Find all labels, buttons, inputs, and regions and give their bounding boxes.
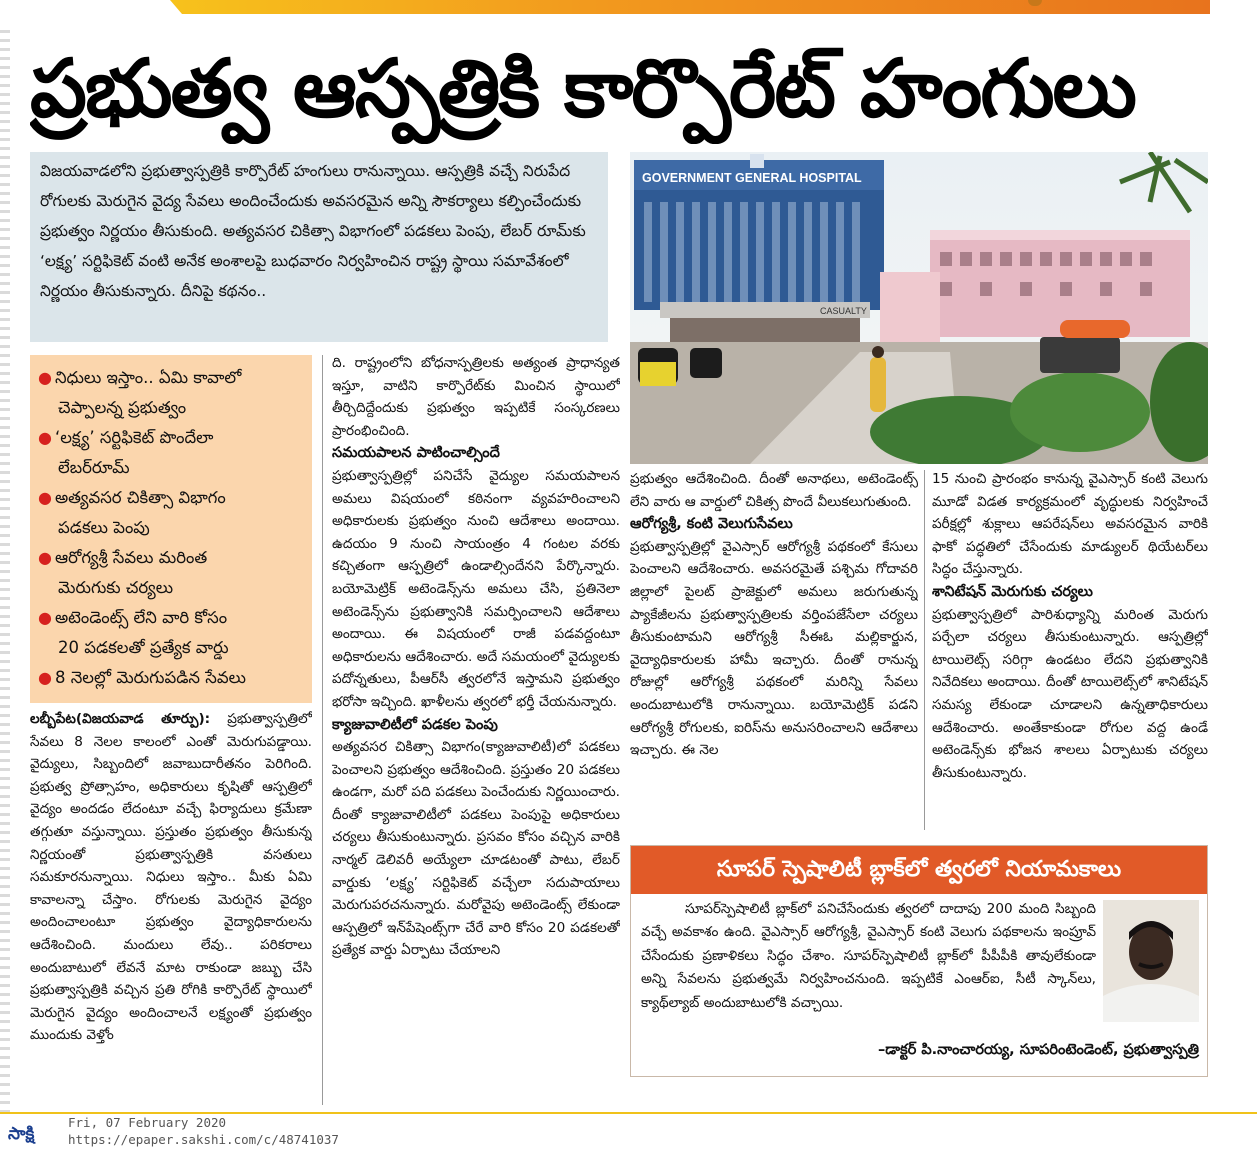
- bullet-icon: ●: [38, 608, 52, 627]
- article-column-2: ది. రాష్ట్రంలోని బోధనాస్పత్రిలకు అత్యంత ప్రాధాన్యత ఇస్తూ, వాటిని కార్పొరేట్‌కు మించిన స్థాయిలో తీర్చిదిద్దేందుకు ప్రభుత్వం ఇప్పటికే సంస్కరణలు ప్రారంభించింది. సమయపాలన పాటించాల్సిందే ప్రభుత్వాస్పత్రిల్లో పనిచేసే వైద్యుల సమయపాలన అమలు విషయంలో కఠినంగా వ్యవహరించాలని అధికారులకు ప్రభుత్వం నుంచి ఆదేశాలు అందాయి. ఉదయం 9 నుంచి సాయంత్రం 4 గంటల వరకు కచ్చితంగా ఆస్పత్రిలో ఉండాల్సిందేనని పేర్కొన్నారు. బయోమెట్రిక్ అటెండెన్స్‌ను అమలు చేసి, ప్రతినెలా అటెండెన్స్‌ను ప్రభుత్వానికి సమర్పించాలని ఆదేశాలు అందాయి. ఈ విషయంలో రాజీ పడవద్దంటూ అధికారులను ఆదేశించారు. అదే సమయంలో వైద్యులకు పదోన్నతులు, పీఆర్‌సీ త్వరలోనే ఇస్తామని ప్రభుత్వం భరోసా ఇచ్చింది. ఖాళీలను త్వరలో భర్తీ చేయనున్నారు. క్యాజువాలిటీలో పడకల పెంపు అత్యవసర చికిత్సా విభాగం(క్యాజువాలిటీ)లో పడకలు పెంచాలని ప్రభుత్వం ఆదేశించింది. ప్రస్తుతం 20 పడకలు ఉండగా, మరో పది పడకలు పెంచేందుకు నిర్ణయించారు. దీంతో క్యాజువాలిటీలో పడకలు పెంపుపై అధికారులు చర్యలు తీసుకుంటున్నారు. ప్రసవం కోసం వచ్చిన వారికి నార్మల్ డెలివరీ అయ్యేలా చూడటంతో పాటు, లేబర్ వార్డుకు ‘లక్ష్య’ సర్టిఫికెట్ వచ్చేలా సదుపాయాలు మెరుగుపరచనున్నారు. మరోవైపు అటెండెంట్స్ లేకుండా ఆస్పత్రిలో ఇన్‌పేషెంట్స్‌గా చేరే వారి కోసం 20 పడకలతో ప్రత్యేక వార్డు ఏర్పాటు చేయాలని: [332, 355, 620, 959]
- highlight-item: ● నిధులు ఇస్తాం.. ఏమి కావాలో చెప్పాలన్న ప్రభుత్వం: [38, 368, 242, 417]
- bullet-icon: ●: [38, 668, 52, 687]
- epaper-url[interactable]: https://epaper.sakshi.com/c/48741037: [68, 1132, 339, 1147]
- highlight-item: ● ఆరోగ్యశ్రీ సేవలు మరింత మెరుగుకు చర్యలు: [38, 548, 208, 597]
- article-column-3: ప్రభుత్వం ఆదేశించింది. దీంతో అనాథలు, అటెండెంట్స్ లేని వారు ఆ వార్డులో చికిత్స పొందే వీలుకలుగుతుంది. ఆరోగ్యశ్రీ, కంటి వెలుగుసేవలు ప్రభుత్వాస్పత్రిల్లో వైఎస్సార్ ఆరోగ్యశ్రీ పథకంలో కేసులు పెంచాలని ఆదేశించారు. అవసరమైతే పశ్చిమ గోదావరి జిల్లాలో పైలట్ ప్రాజెక్టులో అమలు జరుగుతున్న ప్యాకేజీలను ప్రభుత్వాస్పత్రిలకు వర్తింపజేసేలా చర్యలు తీసుకుంటామని ఆరోగ్యశ్రీ సీఈఓ మల్లికార్జున, వైద్యాధికారులకు హామీ ఇచ్చారు. దీంతో రానున్న రోజుల్లో ఆరోగ్యశ్రీ పథకంలో మరిన్ని సేవలు అందుబాటులోకి రానున్నాయి. బయోమెట్రిక్ పడని ఆరోగ్యశ్రీ రోగులకు, ఐరిస్‌ను అనుసరించాలని ఆదేశాలు ఇచ్చారు. ఈ నెల: [630, 471, 918, 759]
- publication-date: Fri, 07 February 2020: [68, 1115, 227, 1130]
- right-blank-edge: [1210, 0, 1257, 1155]
- superintendent-portrait: [1103, 900, 1199, 1022]
- bullet-icon: ●: [38, 428, 52, 447]
- bullet-icon: ●: [38, 548, 52, 567]
- quote-text: సూపర్‌స్పెషాలిటీ బ్లాక్‌లో పనిచేసేందుకు త్వరలో దాదాపు 200 మంది సిబ్బంది వచ్చే అవకాశం ఉంది. వైఎస్సార్ ఆరోగ్యశ్రీ, వైఎస్సార్ కంటి వెలుగు పథకాలను ఇంప్రూవ్ చేసేందుకు ప్రణాళికలు సిద్ధం చేశాం. సూపర్‌స్పెషాలిటీ బ్లాక్‌లో పీపీపీకి తావులేకుండా అన్ని సేవలను ప్రభుత్వమే నిర్వహించనుంది. ఇప్పటికే ఎంఆర్‌ఐ, సీటీ స్కాన్‌లు, క్యాథ్‌ల్యాబ్ అందుబాటులోకి వచ్చాయి.: [641, 901, 1096, 1011]
- headline: ప్రభుత్వ ఆస్పత్రికి కార్పొరేట్ హంగులు: [30, 42, 1135, 135]
- hospital-sign: GOVERNMENT GENERAL HOSPITAL: [642, 171, 862, 185]
- bullet-icon: ●: [38, 368, 52, 387]
- dateline: లబ్బీపేట(విజయవాడ తూర్పు):: [30, 711, 211, 727]
- subheading-sanitation: శానిటేషన్ మెరుగుకు చర్యలు: [932, 583, 1093, 600]
- article-column-1: లబ్బీపేట(విజయవాడ తూర్పు): ప్రభుత్వాస్పత్రిలో సేవలు 8 నెలల కాలంలో ఎంతో మెరుగుపడ్డాయి. వైద్యులు, సిబ్బందిలో జవాబుదారీతనం పెరిగింది. ప్రభుత్వ ప్రోత్సాహం, అధికారులు కృషితో ఆస్పత్రిలో వైద్యం అందడం లేదంటూ వచ్చే ఫిర్యాదులు క్రమేణా తగ్గుతూ వస్తున్నాయి. ప్రస్తుతం ప్రభుత్వం తీసుకున్న నిర్ణయంతో ప్రభుత్వాస్పత్రికి వసతులు సమకూరనున్నాయి. నిధులు ఇస్తాం.. మీకు ఏమి కావాలన్నా చేస్తాం. రోగులకు మెరుగైన వైద్యం అందించాలంటూ ప్రభుత్వం వైద్యాధికారులను ఆదేశించింది. మందులు లేవు.. పరికరాలు అందుబాటులో లేవనే మాట రాకుండా జబ్బు చేసి ప్రభుత్వాస్పత్రికి వచ్చిన ప్రతి రోగికి కార్పొరేట్ స్థాయిలో మెరుగైన వైద్యం అందించాలనే లక్ష్యంతో ప్రభుత్వం ముందుకు వెళ్తోం: [30, 711, 312, 1044]
- highlights-box: [30, 355, 312, 703]
- intro-paragraph: విజయవాడలోని ప్రభుత్వాస్పత్రికి కార్పొరేట్ హంగులు రానున్నాయి. ఆస్పత్రికి వచ్చే నిరుపేద రోగులకు మెరుగైన వైద్య సేవలు అందించేందుకు అవసరమైన అన్ని సౌకర్యాలు కల్పించేందుకు ప్రభుత్వం నిర్ణయం తీసుకుంది. అత్యవసర చికిత్సా విభాగంలో పడకలు పెంపు, లేబర్ రూమ్‌కు ‘లక్ష్య’ సర్టిఫికెట్ వంటి అనేక అంశాలపై బుధవారం నిర్వహించిన రాష్ట్ర స్థాయి సమావేశంలో నిర్ణయం తీసుకున్నారు. దీనిపై కథనం..: [30, 152, 608, 342]
- highlight-item: ● అత్యవసర చికిత్సా విభాగం పడకలు పెంపు: [38, 488, 226, 537]
- article-column-4: 15 నుంచి ప్రారంభం కానున్న వైఎస్సార్ కంటి వెలుగు మూడో విడత కార్యక్రమంలో వృద్ధులకు నిర్వహించే పరీక్షల్లో శుక్లాలు ఆపరేషన్‌లు అవసరమైన వారికి ఫాకో పద్ధతిలో చేసేందుకు మాడ్యులర్ థియేటర్‌లు సిద్ధం చేస్తున్నారు. శానిటేషన్ మెరుగుకు చర్యలు ప్రభుత్వాస్పత్రిలో పారిశుధ్యాన్ని మరింత మెరుగు పర్చేలా చర్యలు తీసుకుంటున్నారు. ఆస్పత్రిల్లో టాయిలెట్స్ సరిగ్గా ఉండటం లేదని ప్రభుత్వానికి నివేదికలు అందాయి. దీంతో టాయిలెట్స్‌లో శానిటేషన్ సమస్య లేకుండా చూడాలని ఉన్నతాధికారులు ఆదేశించారు. అంతేకాకుండా రోగుల వద్ద ఉండే అటెండెన్స్‌కు భోజన శాలలు ఏర్పాటుకు చర్యలు తీసుకుంటున్నారు.: [932, 471, 1208, 781]
- subheading-punctuality: సమయపాలన పాటించాల్సిందే: [332, 445, 500, 462]
- sakshi-logo: [6, 1118, 62, 1146]
- highlight-item: ● 8 నెలల్లో మెరుగుపడిన సేవలు: [38, 668, 246, 687]
- column-rule: [924, 470, 925, 830]
- logo-text: సాక్షి: [8, 1124, 35, 1144]
- column-rule: [322, 355, 323, 1105]
- subheading-aarogyasri: ఆరోగ్యశ్రీ, కంటి వెలుగుసేవలు: [630, 516, 793, 533]
- highlight-item: ● అటెండెంట్స్ లేని వారి కోసం 20 పడకలతో ప్రత్యేక వార్డు: [38, 608, 229, 657]
- footer-meta: [68, 1114, 339, 1148]
- quote-signature: –డాక్టర్ పి.నాంచారయ్య, సూపరింటెండెంట్, ప్రభుత్వాస్పత్రి: [877, 1042, 1199, 1058]
- bullet-icon: ●: [38, 488, 52, 507]
- left-margin-noise: [0, 30, 10, 1120]
- footer: [0, 1112, 1257, 1155]
- subheading-casualty-beds: క్యాజువాలిటీలో పడకల పెంపు: [332, 716, 498, 733]
- highlight-item: ● ‘లక్ష్య’ సర్టిఫికెట్ పొందేలా లేబర్‌రూమ్: [38, 428, 214, 477]
- quote-box-title: సూపర్ స్పెషాలిటీ బ్లాక్‌లో త్వరలో నియామకాలు: [631, 846, 1207, 894]
- superintendent-quote-box: [630, 845, 1208, 1077]
- hospital-photo: [630, 152, 1208, 464]
- top-color-strip: [0, 0, 1257, 18]
- casualty-sign: CASUALTY: [820, 306, 867, 316]
